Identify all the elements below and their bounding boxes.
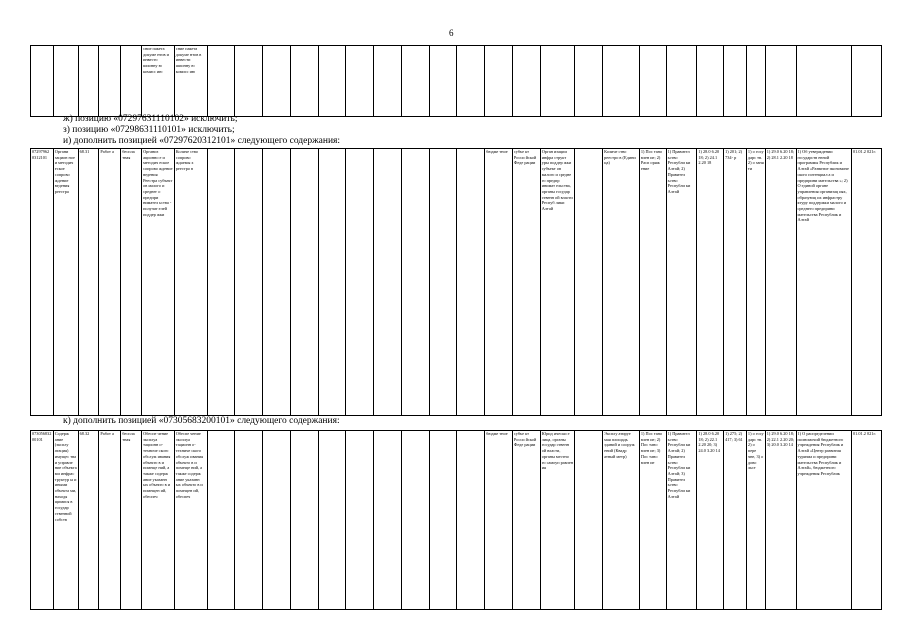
clause-zh: ж) позицию «07297631110102» исключить; [63, 114, 238, 124]
table-cell: бюдже тное [485, 149, 513, 416]
clause-k: к) дополнить позицией «07305683200101» следующего содержания: [63, 416, 340, 426]
table-cell: Органи зацион ное и методич еское сопрово ждение ведения реестра [53, 149, 78, 416]
table-cell: 01.01.2 021г. [852, 431, 882, 610]
table-cell [290, 46, 318, 117]
table-row [31, 431, 882, 610]
table-cell: Содерж ание (эксплу атация) имущес тва и управле ние объекта ми инфрас труктур ы и иными объекта ми, находя щимися в государ ственной собств [53, 431, 78, 610]
table-cell [765, 46, 796, 117]
table-cell [207, 431, 235, 610]
table-cell [78, 46, 99, 117]
register-table-position-i [30, 148, 881, 415]
table-cell: 1) Пос тано влен ие; 2) Пос тано влен ие; 3) Пос тано влен ие [639, 431, 666, 610]
table-cell [121, 46, 142, 117]
table-cell: Эксплу атируе мая площадь зданий и сооруж ений (Квадр атный метр) [603, 431, 640, 610]
table-cell: сние пакета докумe нтов в инвести шионну ю комисс ию [174, 46, 207, 117]
table-cell [457, 46, 485, 117]
table-cell [207, 46, 235, 117]
table-cell [318, 431, 346, 610]
table-row-position-i [30, 148, 882, 416]
table-cell: 01.01.2 021г. [852, 149, 882, 416]
table-cell [575, 149, 603, 416]
table-cell: бесплa тная [121, 149, 142, 416]
table-cell [457, 431, 485, 610]
table-cell [852, 46, 882, 117]
table-cell [429, 149, 457, 416]
table-cell [575, 46, 603, 117]
table-cell: Работ а [99, 431, 121, 610]
table-cell: 1) Правител ьство Республи ки Алтай; 2) Правител ьство Республи ки Алтай; 3) Правител ьство Республи ки Алтай [666, 431, 697, 610]
table-cell: Работ а [99, 149, 121, 416]
table-cell: 1) Пос тано влен ие; 2) Расп оряж ение [639, 149, 666, 416]
table-cell [401, 431, 429, 610]
table-cell: 07305683200101 [31, 431, 54, 610]
table-cell: Количе ство сопрово ждаемы х реестро в [174, 149, 207, 416]
table-cell: Обеспе чение эксплуа тационн о-техниче ского обслуж ивания объекто в и помеще ний, а также содерж ание указанн ых объекто в и помещен ий, обеспеч [142, 431, 175, 610]
table-cell [746, 46, 765, 117]
table-cell [429, 46, 457, 117]
table-cell: 68.32 [78, 431, 99, 610]
table-cell [457, 149, 485, 416]
table-cell: 1) 201; 2) 734- р [724, 149, 747, 416]
table-cell [346, 431, 374, 610]
table-cell: 68.31 [78, 149, 99, 416]
table-cell: субъе кт Росси йской Феде рации [512, 431, 540, 610]
table-cell [429, 431, 457, 610]
table-cell: 1) 28.0 6.20 18; 2) 24.1 2.20 18 [697, 149, 724, 416]
table-cell: 1) о госу дарс тв. 2) о пере чне, 3) о дово льст [746, 431, 765, 610]
page-number: 6 [449, 28, 454, 38]
table-cell: 1) Правител ьство Республи ки Алтай; 2) Правител ьство Республи ки Алтай [666, 149, 697, 416]
table-cell [603, 46, 640, 117]
table-row [31, 46, 882, 117]
table-cell [263, 46, 291, 117]
table-row-position-k [30, 430, 882, 610]
table-cell [374, 46, 402, 117]
table-cell: Юрид ически е лица, органы государ ственн ой власти, органы местно го самоуп равлен ия [540, 431, 575, 610]
table-cell: 1) О распределении полномочий бюджетного учреждения Республик и Алтай «Центр развития туризма и предприни мательства Республик и Алтай», бюджетного учреждения Республик [796, 431, 852, 610]
register-table-position-k [30, 430, 881, 608]
table-cell [290, 431, 318, 610]
table-cell: бюдже тное [485, 431, 513, 610]
table-cell [540, 46, 575, 117]
table-cell [207, 149, 235, 416]
table-cell: Количе ство реестро в (Едини ца) [603, 149, 640, 416]
table-cell [99, 46, 121, 117]
table-cell: 1) 29.0 6.20 18; 2) 22.1 2.20 20; 3) 20.0 3.20 14 [765, 431, 796, 610]
table-cell: бесплa тная [121, 431, 142, 610]
table-cell [575, 431, 603, 610]
table-cell [235, 431, 263, 610]
table-cell: Орган изации инфра структ уры поддер жки субъект ов малого и средне го предпр инимат ельства, органы государ ственн ой власти Респуб лики Алтай [540, 149, 575, 416]
table-cell [401, 149, 429, 416]
table-cell: Обеспе чение эксплуа тационн о-техниче ского обслуж ивания объекто в и помеще ний, а также содерж ание указанн ых объекто в и помещен ий, обеспеч [174, 431, 207, 610]
table-cell [512, 46, 540, 117]
table-cell [485, 46, 513, 117]
table-cell [666, 46, 697, 117]
table-cell [346, 46, 374, 117]
table-cell [235, 149, 263, 416]
table-cell [235, 46, 263, 117]
table-cell: 1) 275; 2) 417; 3) 61 [724, 431, 747, 610]
table-cell: 07297962 0312101 [31, 149, 54, 416]
table-cell: 1) 29.0 6.20 18; 2) 28.1 2.20 18 [765, 149, 796, 416]
table-cell [374, 149, 402, 416]
table-cell [318, 46, 346, 117]
table-cell [374, 431, 402, 610]
table-cell: 1) Об утверждении государств енной программы Республик и Алтай «Развитие экономиче ского потенциал а и предприни мательства »; 2) О единой органе управления организац иях, образующ их инфрастру ктуру поддержки малого и среднего предприни мательства Республик и Алтай [796, 149, 852, 416]
table-cell [318, 149, 346, 416]
table-row [31, 149, 882, 416]
table-fragment-top [30, 45, 882, 117]
clause-i: и) дополнить позицией «07297620312101» следующего содержания: [63, 136, 341, 146]
clause-z: з) позицию «07298631110101» исключить; [63, 125, 235, 135]
table-cell [263, 431, 291, 610]
table-cell [263, 149, 291, 416]
table-cell [796, 46, 852, 117]
table-cell: субъе кт Росси йской Феде рации [512, 149, 540, 416]
table-cell [639, 46, 666, 117]
table-cell: сние пакета докуме нтов и инвесто шионну ю комисс ию [142, 46, 175, 117]
table-cell [346, 149, 374, 416]
register-table-top [30, 45, 881, 116]
table-cell [31, 46, 54, 117]
table-cell [290, 149, 318, 416]
table-cell [53, 46, 78, 117]
table-cell: Организ ационно е и методич еское сопрово ждение ведения Реестра субъект ов малого и среднег о предпри нимател ьства - получат елей поддер жки [142, 149, 175, 416]
table-cell [697, 46, 724, 117]
table-cell [401, 46, 429, 117]
table-cell: 1) о госу дарс тв. 2) о заня ти [746, 149, 765, 416]
table-cell [724, 46, 747, 117]
table-cell: 1) 28.0 6.20 18; 2) 22.1 2.20 20; 3) 24.0 3.20 14 [697, 431, 724, 610]
